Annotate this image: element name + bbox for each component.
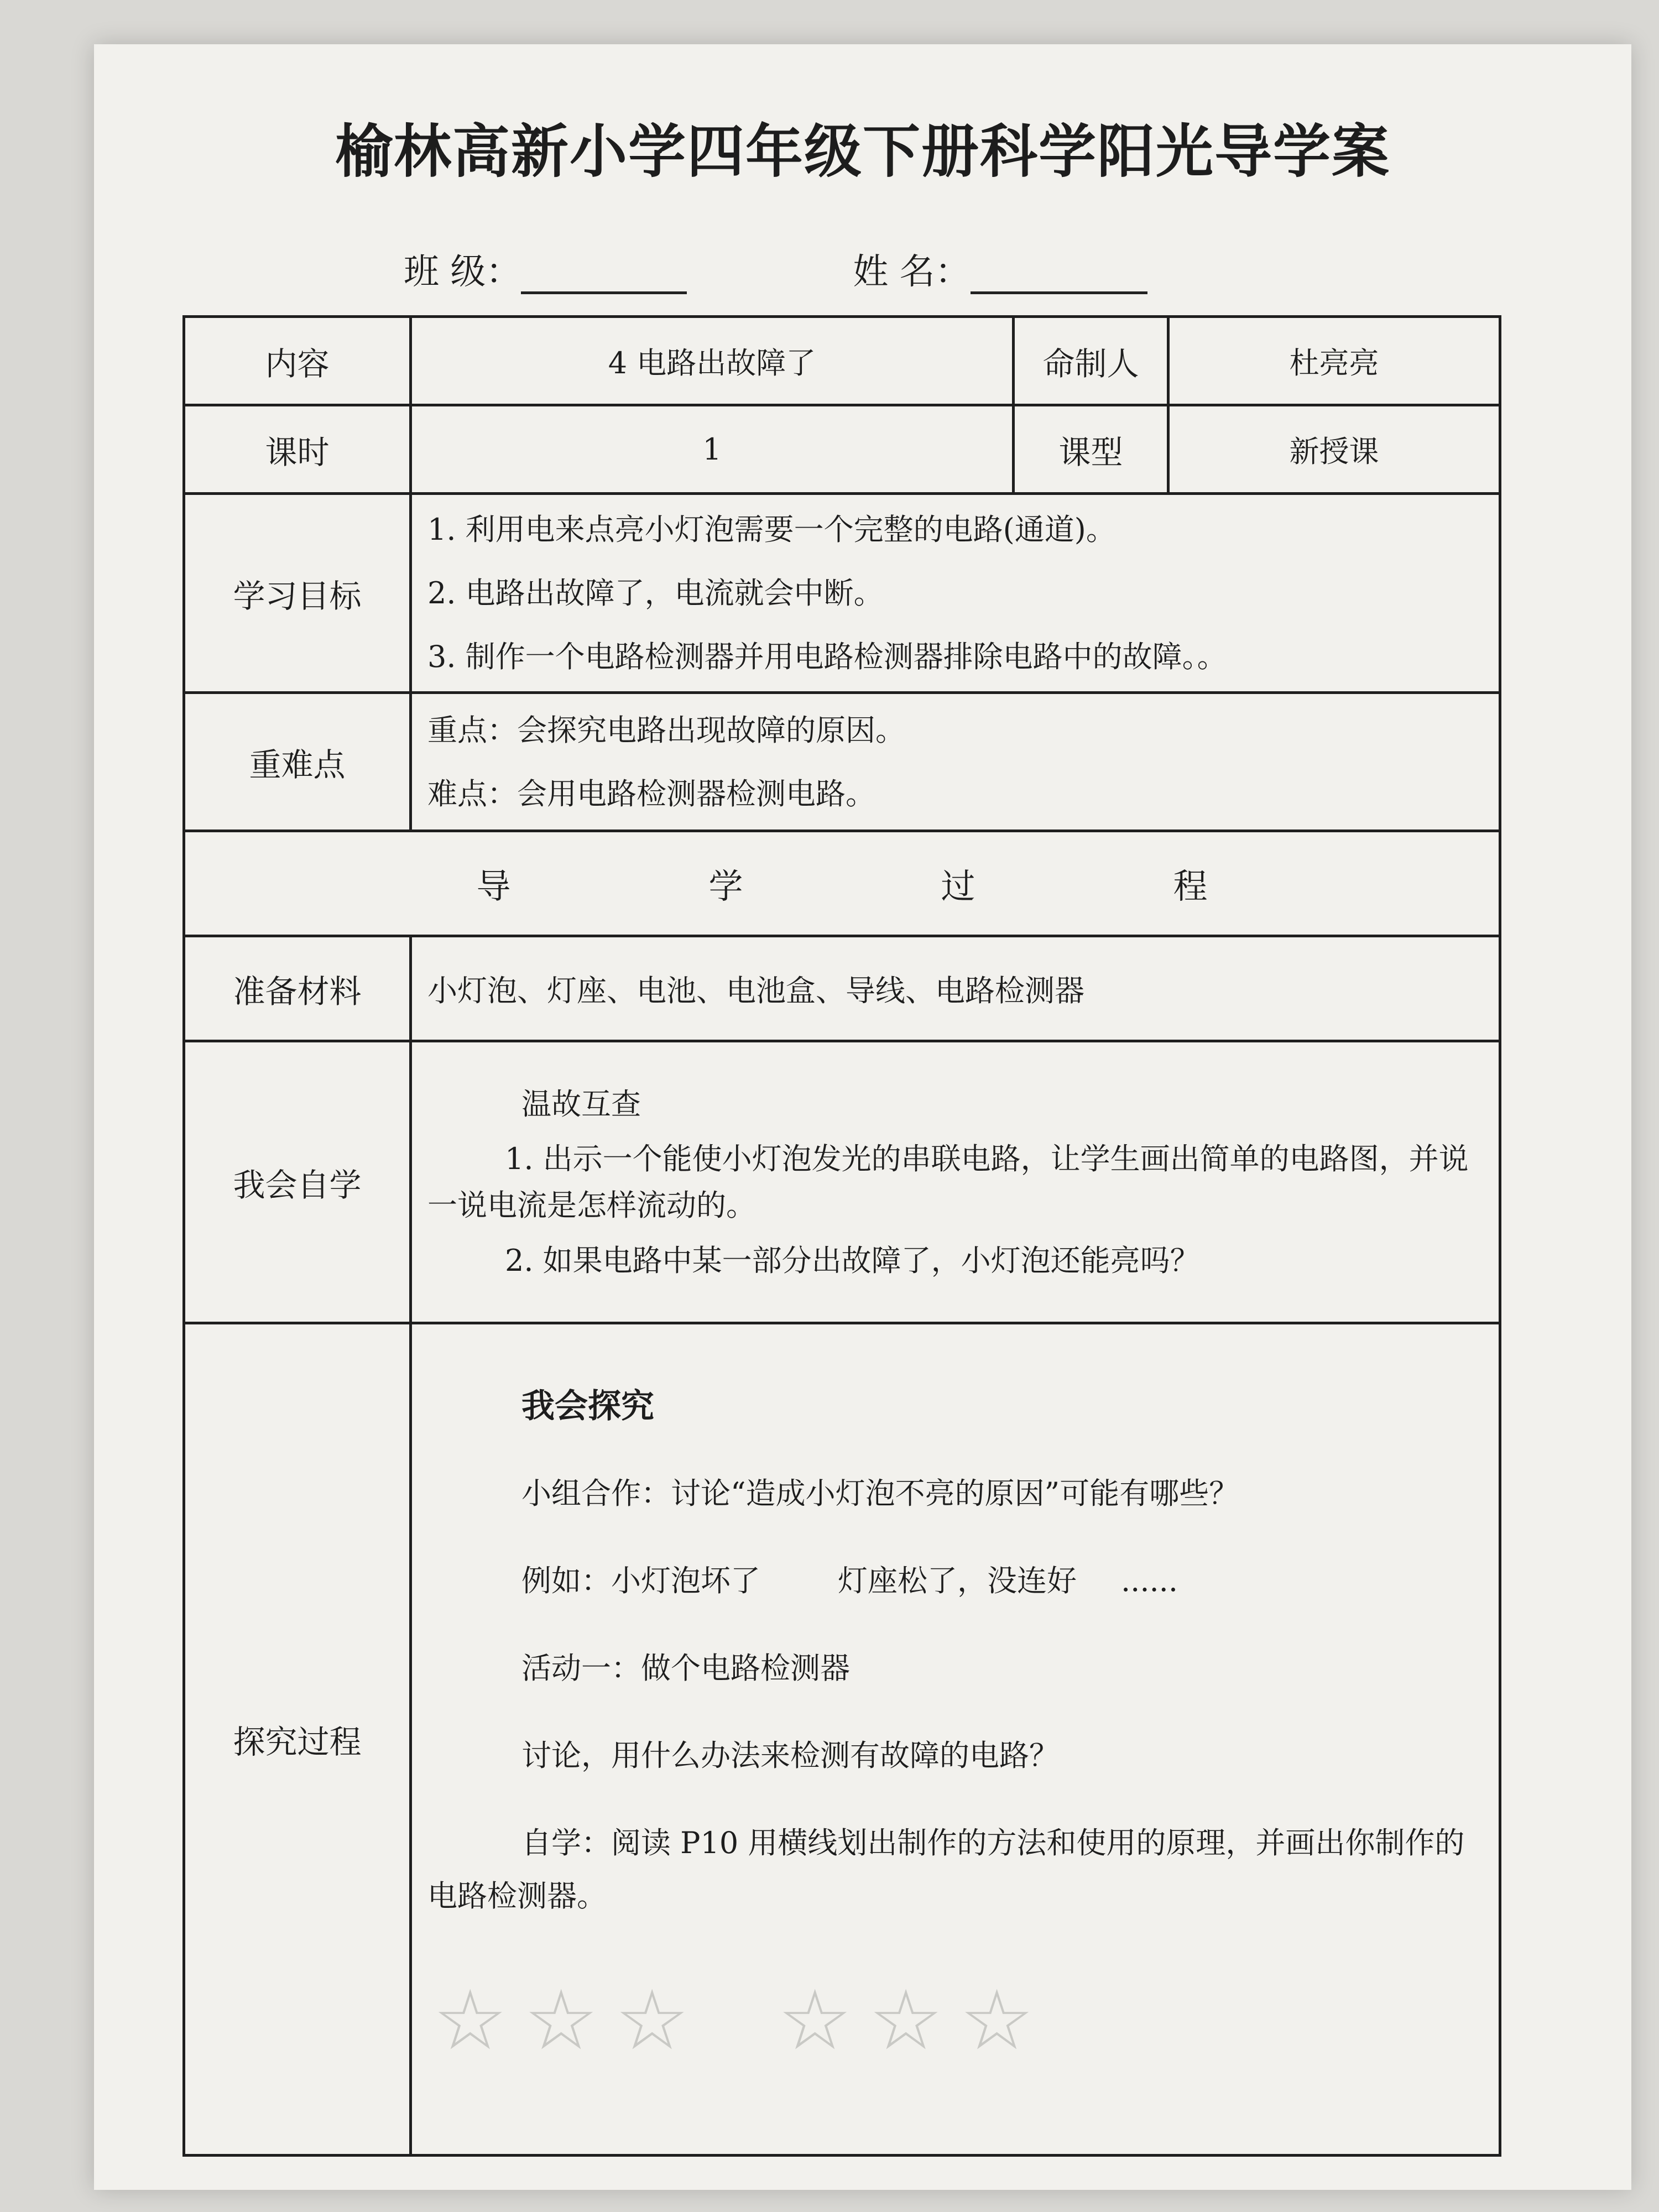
process-char: 导 (476, 866, 511, 906)
process-heading (184, 831, 1500, 936)
content-label: 内容 (184, 317, 411, 405)
lesson-plan-table (182, 315, 1501, 2157)
self-study-question-2: 2. 如果电路中某一部分出故障了，小灯泡还能亮吗？ (505, 1243, 1200, 1278)
self-study-title: 温故互查 (521, 1086, 641, 1121)
author-value: 杜亮亮 (1168, 317, 1500, 405)
self-study-content (411, 1041, 1500, 1323)
key-points-label: 重难点 (184, 693, 411, 831)
process-header-row (184, 831, 1500, 936)
key-points-row (184, 693, 1500, 831)
type-value: 新授课 (1168, 405, 1500, 494)
explore-group-task: 小组合作：讨论“造成小灯泡不亮的原因”可能有哪些？ (521, 1476, 1239, 1511)
name-blank[interactable] (971, 258, 1147, 294)
worksheet-page (94, 44, 1631, 2190)
materials-label: 准备材料 (184, 936, 411, 1041)
content-row (184, 317, 1500, 405)
period-label: 课时 (184, 405, 411, 494)
author-label: 命制人 (1014, 317, 1168, 405)
class-blank[interactable] (521, 258, 687, 294)
key-points-list (411, 693, 1500, 831)
example-ellipsis: ...... (1121, 1563, 1178, 1598)
explore-discussion: 讨论，用什么办法来检测有故障的电路？ (521, 1738, 1059, 1773)
content-value: 4 电路出故障了 (411, 317, 1014, 405)
self-study-label: 我会自学 (184, 1041, 411, 1323)
example-a: 例如：小灯泡坏了 (521, 1563, 760, 1598)
materials-value: 小灯泡、灯座、电池、电池盒、导线、电路检测器 (411, 936, 1500, 1041)
faint-star-rating-show-through: ☆☆☆ ☆☆☆ (433, 1973, 1051, 2069)
period-value: 1 (411, 405, 1014, 494)
explore-self-study: 自学：阅读 P10 用横线划出制作的方法和使用的原理，并画出你制作的电路检测器。 (427, 1825, 1465, 1913)
goals-label: 学习目标 (184, 494, 411, 693)
goal-item: 2. 电路出故障了，电流就会中断。 (427, 576, 884, 611)
goals-list (411, 494, 1500, 693)
type-label: 课型 (1014, 405, 1168, 494)
example-b: 灯座松了，没连好 (838, 1563, 1077, 1598)
goal-item: 1. 利用电来点亮小灯泡需要一个完整的电路(通道)。 (427, 512, 1116, 547)
self-study-row (184, 1041, 1500, 1323)
process-char: 过 (941, 866, 975, 906)
student-info (404, 243, 1147, 294)
explore-row (184, 1323, 1500, 2156)
explore-content (411, 1323, 1500, 2156)
name-label: 姓 名： (853, 252, 971, 293)
goals-row (184, 494, 1500, 693)
period-row (184, 405, 1500, 494)
class-label: 班 级： (404, 252, 521, 293)
key-point-item: 重点：会探究电路出现故障的原因。 (427, 712, 905, 748)
self-study-question-1: 1. 出示一个能使小灯泡发光的串联电路，让学生画出简单的电路图，并说一说电流是怎样流动的。 (427, 1141, 1469, 1223)
key-point-item: 难点：会用电路检测器检测电路。 (427, 776, 875, 811)
explore-title: 我会探究 (521, 1387, 654, 1426)
process-char: 程 (1173, 866, 1208, 906)
document-title: 榆林高新小学四年级下册科学阳光导学案 (335, 118, 1390, 185)
process-char: 学 (708, 866, 743, 906)
explore-example (427, 1554, 1483, 1608)
materials-row (184, 936, 1500, 1041)
explore-label: 探究过程 (184, 1323, 411, 2156)
goal-item: 3. 制作一个电路检测器并用电路检测器排除电路中的故障。。 (427, 639, 1227, 674)
explore-activity: 活动一：做个电路检测器 (521, 1651, 850, 1686)
